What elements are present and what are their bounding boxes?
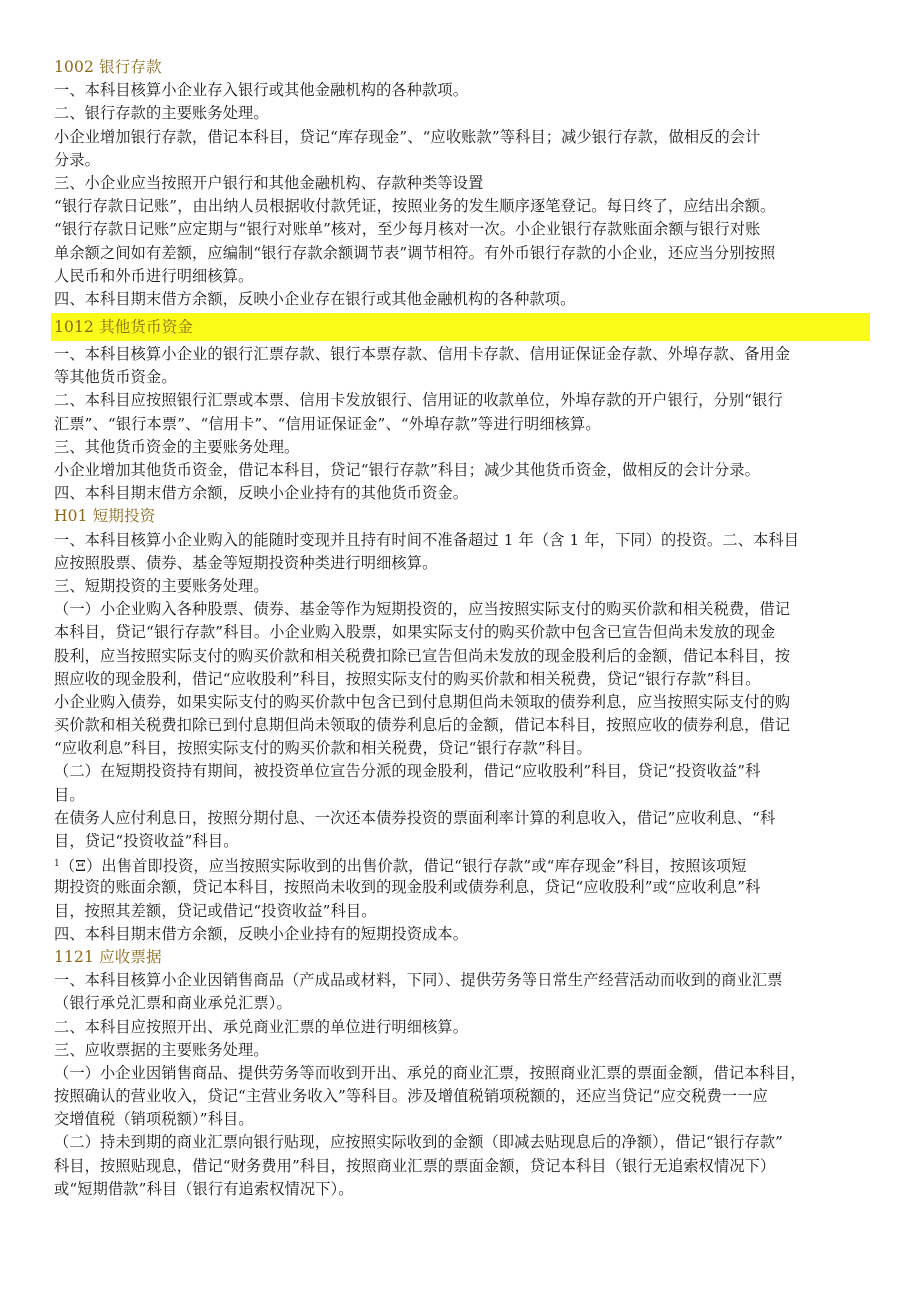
paragraph-line: 二、本科目应按照开出、承兑商业汇票的单位进行明细核算。 — [54, 1017, 469, 1036]
section-heading: 1121 应收票据 — [54, 947, 162, 966]
paragraph-line: 二、本科目应按照银行汇票或本票、信用卡发放银行、信用证的收款单位，外埠存款的开户银行，分别“银行 — [54, 391, 783, 410]
paragraph-line: （二）在短期投资持有期间，被投资单位宣告分派的现金股利，借记“应收股利”科目，贷记“投资收益”科 — [54, 762, 761, 781]
paragraph-line: （银行承兑汇票和商业承兑汇票）。 — [54, 994, 292, 1013]
paragraph-line: 交增值税（销项税额）”科目。 — [54, 1110, 254, 1129]
paragraph-line: 三、短期投资的主要账务处理。 — [54, 576, 269, 595]
document-page — [54, 56, 870, 1201]
paragraph-line: 一、本科目核算小企业因销售商品（产成品或材料，下同）、提供劳务等日常生产经营活动而收到的商业汇票 — [54, 971, 783, 990]
paragraph-line: （一）小企业购入各种股票、债券、基金等作为短期投资的，应当按照实际支付的购买价款和相关税费，借记 — [54, 600, 791, 619]
paragraph-line: 人民币和外币进行明细核算。 — [54, 266, 254, 285]
section-heading: 1012 其他货币资金 — [51, 313, 870, 341]
paragraph-line: 分录。 — [54, 150, 101, 169]
paragraph-line: 等其他货币资金。 — [54, 368, 177, 387]
paragraph-line: 照应收的现金股利，借记“应收股利”科目，按照实际支付的购买价款和相关税费，贷记“银行存款”科目。 — [54, 669, 761, 688]
paragraph-line: （一）小企业因销售商品、提供劳务等而收到开出、承兑的商业汇票，按照商业汇票的票面金额，借记本科目， — [54, 1063, 806, 1082]
paragraph-line: 四、本科目期末借方余额，反映小企业持有的其他货币资金。 — [54, 484, 469, 503]
paragraph-line: 小企业增加其他货币资金，借记本科目，贷记“银行存款”科目；减少其他货币资金，做相反的会计分录。 — [54, 461, 761, 479]
paragraph-line: 股利，应当按照实际支付的购买价款和相关税费扣除已宣告但尚未发放的现金股利后的金额，借记本科目，按 — [54, 646, 791, 665]
paragraph-line: 买价款和相关税费扣除已到付息期但尚未领取的债券利息后的金额，借记本科目，按照应收的债券利息，借记 — [54, 716, 791, 735]
paragraph-line: 或“短期借款”科目（银行有追索权情况下）。 — [54, 1179, 354, 1198]
paragraph-line: （二）持未到期的商业汇票向银行贴现，应按照实际收到的金额（即减去贴现息后的净额），借记“银行存款” — [54, 1133, 784, 1152]
paragraph-line: 单余额之间如有差额，应编制“银行存款余额调节表”调节相符。有外币银行存款的小企业，还应当分别按照 — [54, 243, 776, 262]
paragraph-line: 在债务人应付利息日，按照分期付息、一次还本债券投资的票面利率计算的利息收入，借记”应收利息、“科 — [54, 808, 776, 827]
paragraph-text: （Ξ）出售首即投资，应当按照实际收到的出售价款，借记“银行存款”或“库存现金”科目，按照该项短 — [59, 857, 747, 876]
paragraph-line: “应收利息”科目，按照实际支付的购买价款和相关税费，贷记“银行存款”科目。 — [54, 739, 592, 758]
paragraph-line — [54, 853, 870, 876]
paragraph-line: 目。 — [54, 785, 85, 804]
paragraph-line: 目，按照其差额，贷记或借记“投资收益”科目。 — [54, 901, 377, 920]
paragraph-line: 按照确认的营业收入，贷记“主营业务收入”等科目。涉及增值税销项税额的，还应当贷记“应交税费一一应 — [54, 1087, 768, 1106]
paragraph-line: 四、本科目期末借方余额，反映小企业存在银行或其他金融机构的各种款项。 — [54, 289, 576, 308]
paragraph-line: 小企业增加银行存款，借记本科目，贷记“库存现金”、“应收账款”等科目；减少银行存款，做相反的会计 — [54, 127, 761, 146]
footnote-mark: 1 — [54, 859, 60, 870]
paragraph-line: 科目，按照贴现息，借记“财务费用”科目，按照商业汇票的票面金额，贷记本科目（银行无追索权情况下） — [54, 1156, 776, 1175]
paragraph-line: 本科目，贷记“银行存款”科目。小企业购入股票，如果实际支付的购买价款中包含已宣告但尚未发放的现金 — [54, 623, 776, 642]
paragraph-line: 一、本科目核算小企业购入的能随时变现并且持有时间不准备超过 1 年（含 1 年，下同）的投资。二、本科目 — [54, 530, 800, 549]
paragraph-line: 二、银行存款的主要账务处理。 — [54, 104, 269, 123]
section-heading: 1002 银行存款 — [54, 58, 162, 76]
paragraph-line: 汇票”、“银行本票”、“信用卡”、“信用证保证金”、“外埠存款”等进行明细核算。 — [54, 414, 601, 433]
paragraph-line: 应按照股票、债券、基金等短期投资种类进行明细核算。 — [54, 553, 438, 572]
paragraph-line: 四、本科目期末借方余额，反映小企业持有的短期投资成本。 — [54, 924, 469, 943]
section-heading: H01 短期投资 — [54, 507, 156, 526]
paragraph-line: “银行存款日记账”，由出纳人员根据收付款凭证，按照业务的发生顺序逐笔登记。每日终了，应结出余额。 — [54, 197, 776, 216]
paragraph-line: 三、小企业应当按照开户银行和其他金融机构、存款种类等设置 — [54, 173, 484, 192]
paragraph-line: “银行存款日记账”应定期与“银行对账单”核对，至少每月核对一次。小企业银行存款账面余额与银行对账 — [54, 220, 761, 239]
paragraph-line: 小企业购入债券，如果实际支付的购买价款中包含已到付息期但尚未领取的债券利息，应当按照实际支付的购 — [54, 692, 791, 711]
paragraph-line: 目，贷记“投资收益”科目。 — [54, 832, 239, 850]
paragraph-line: 三、应收票据的主要账务处理。 — [54, 1040, 269, 1059]
paragraph-line: 三、其他货币资金的主要账务处理。 — [54, 437, 300, 456]
paragraph-line: 期投资的账面余额，贷记本科目，按照尚未收到的现金股利或债券利息，贷记“应收股利”或“应收利息”科 — [54, 878, 761, 897]
paragraph-line: 一、本科目核算小企业的银行汇票存款、银行本票存款、信用卡存款、信用证保证金存款、外埠存款、备用金 — [54, 345, 791, 364]
paragraph-line: 一、本科目核算小企业存入银行或其他金融机构的各种款项。 — [54, 81, 469, 100]
